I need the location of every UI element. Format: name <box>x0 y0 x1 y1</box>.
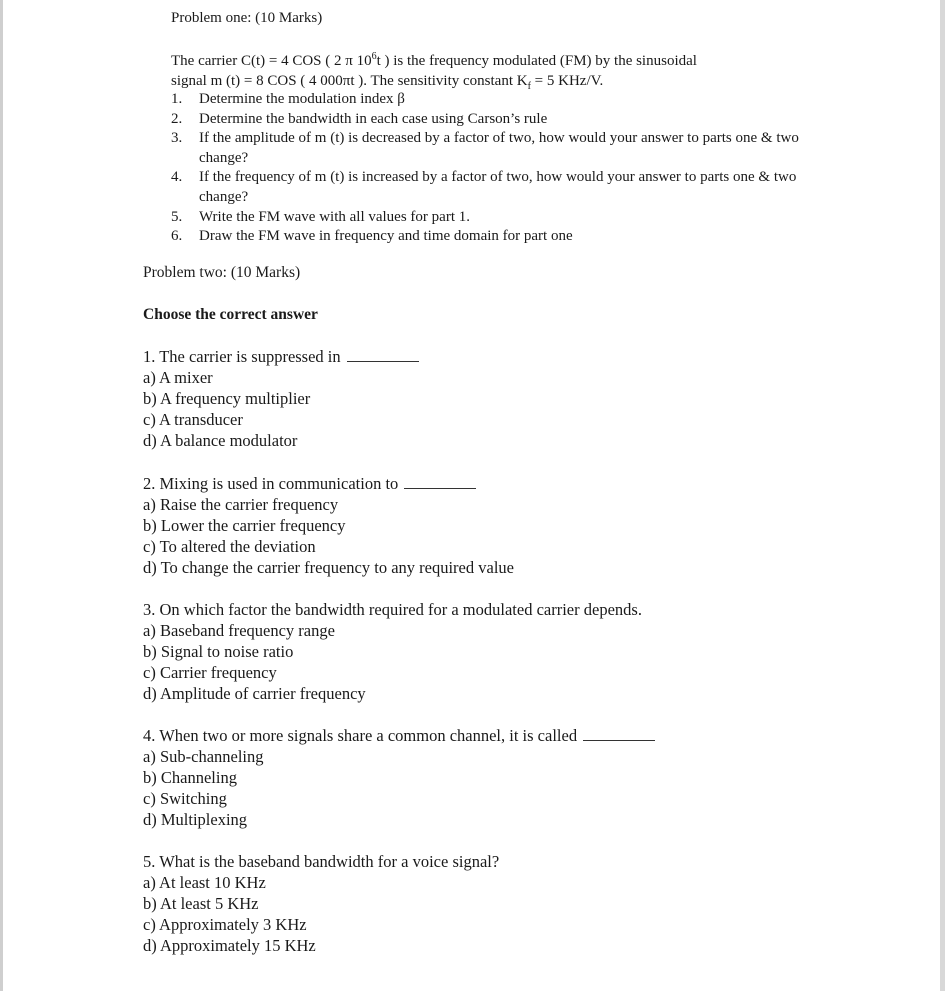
option-b: b) At least 5 KHz <box>143 894 259 913</box>
problem-one-title: Problem one: (10 Marks) <box>171 10 323 26</box>
option-a: a) Raise the carrier frequency <box>143 495 339 514</box>
option-d: d) Multiplexing <box>143 810 248 829</box>
question-stem: 4. When two or more signals share a common channel, it is called <box>143 725 763 746</box>
option-d: d) To change the carrier frequency to any required value <box>143 558 514 577</box>
page-edge-right <box>940 0 945 991</box>
question-2 <box>143 473 763 578</box>
question-1 <box>143 346 763 451</box>
question-5 <box>143 851 763 956</box>
option-d: d) Approximately 15 KHz <box>143 936 316 955</box>
intro-line-2: signal m (t) = 8 COS ( 4 000πt ). The sensitivity constant $K_f = 5$ KHz/V. <box>171 73 604 92</box>
list-item: 3. If the amplitude of m (t) is decreased by a factor of two, how would your answer to parts one & two change? <box>171 130 799 166</box>
problem-two-title: Problem two: (10 Marks) <box>143 264 301 281</box>
option-a: a) Sub-channeling <box>143 747 264 766</box>
problem-one-intro <box>171 51 871 91</box>
answer-blank <box>347 360 419 362</box>
list-item: 6. Draw the FM wave in frequency and time domain for part one <box>171 228 573 245</box>
answer-blank <box>583 739 655 741</box>
option-a: a) At least 10 KHz <box>143 873 266 892</box>
answer-blank <box>404 487 476 489</box>
question-4 <box>143 725 763 830</box>
list-item: 5. Write the FM wave with all values for part 1. <box>171 208 470 225</box>
question-stem: 5. What is the baseband bandwidth for a voice signal? <box>143 852 500 871</box>
option-c: c) To altered the deviation <box>143 537 316 556</box>
question-3 <box>143 599 763 704</box>
option-c: c) Carrier frequency <box>143 663 277 682</box>
question-stem: 3. On which factor the bandwidth required for a modulated carrier depends. <box>143 600 642 619</box>
option-c: c) Approximately 3 KHz <box>143 915 307 934</box>
option-a: a) A mixer <box>143 368 213 387</box>
option-d: d) A balance modulator <box>143 431 298 450</box>
option-b: b) A frequency multiplier <box>143 389 311 408</box>
option-b: b) Signal to noise ratio <box>143 642 294 661</box>
option-a: a) Baseband frequency range <box>143 621 335 640</box>
intro-line-1: The carrier C(t) = 4 COS ( 2 π $10^6t$ ) is the frequency modulated (FM) by the sinusoidal <box>171 51 697 69</box>
option-c: c) Switching <box>143 789 227 808</box>
question-stem: 1. The carrier is suppressed in <box>143 346 763 367</box>
option-b: b) Lower the carrier frequency <box>143 516 346 535</box>
page-edge-left <box>0 0 3 991</box>
instruction-heading: Choose the correct answer <box>143 306 318 323</box>
problem-one-tasks <box>171 90 831 247</box>
list-item: 4. If the frequency of m (t) is increased by a factor of two, how would your answer to parts one & two change? <box>171 169 797 205</box>
list-item: 1. Determine the modulation index β <box>171 91 405 107</box>
option-b: b) Channeling <box>143 768 237 787</box>
question-stem: 2. Mixing is used in communication to <box>143 473 763 494</box>
list-item: 2. Determine the bandwidth in each case using Carson’s rule <box>171 110 548 127</box>
option-d: d) Amplitude of carrier frequency <box>143 684 366 703</box>
option-c: c) A transducer <box>143 410 243 429</box>
